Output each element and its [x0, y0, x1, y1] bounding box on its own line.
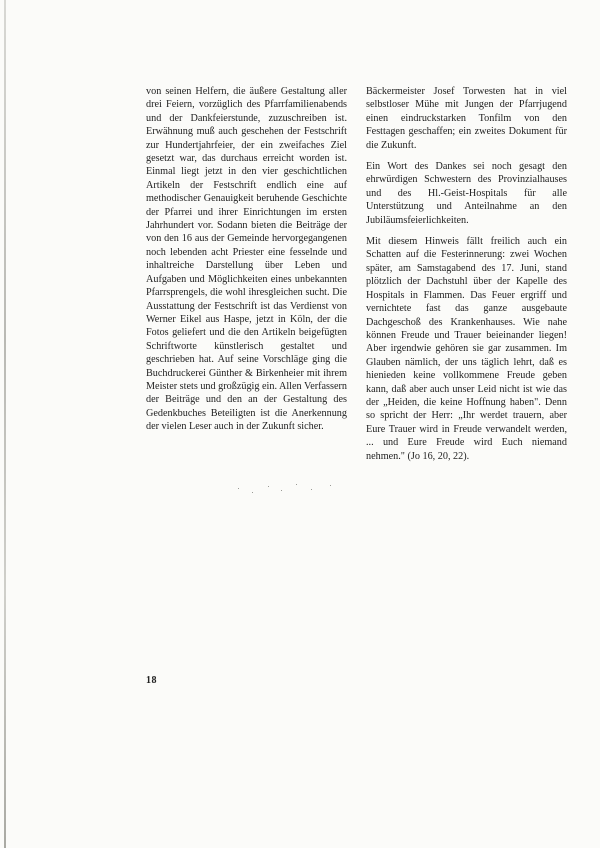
body-paragraph-thanks: Ein Wort des Dankes sei noch gesagt den ehrwürdigen Schwestern des Provinzialhauses und des Hl.-Geist-Hospitals für alle Unterstützung und Anteilnahme an den Jubiläumsfeierlichkeiten.	[366, 161, 567, 226]
scan-speck	[281, 490, 282, 491]
body-paragraph-film: Bäckermeister Josef Torwesten hat in viel selbstloser Mühe mit Jungen der Pfarrjugend einen eindruckstarken Tonfilm von den Festtagen geschaffen; ein zweites Dokument für die Zukunft.	[366, 86, 567, 151]
page-edge-shadow	[4, 0, 6, 848]
scan-speck	[330, 485, 331, 486]
page-number: 18	[146, 675, 157, 686]
left-text-column	[146, 85, 347, 434]
scan-speck	[238, 488, 239, 489]
scan-speck	[268, 486, 269, 487]
scan-speck	[252, 492, 253, 493]
scan-speck	[311, 489, 312, 490]
scan-speck	[296, 484, 297, 485]
body-paragraph: von seinen Helfern, die äußere Gestaltung aller drei Feiern, vorzüglich des Pfarrfamilienabends und der Dankfeierstunde, zuzuschreiben ist. Erwähnung muß auch geschehen der Festschrift zur Hundertjahrfeier, der ein zweifaches Ziel gesetzt war, das durchaus erreicht worden ist. Einmal liegt jetzt in den vier geschichtlichen Artikeln der Festschrift endlich eine auf methodischer Genauigkeit beruhende Geschichte der Pfarrei und ihrer Einrichtungen im ersten Jahrhundert vor. Sodann bieten die Beiträge der von den 16 aus der Gemeinde hervorgegangenen noch lebenden acht Priester eine fesselnde und inhaltreiche Darstellung über Leben und Aufgaben und Möglichkeiten eines unbekannten Pfarrsprengels, die wohl ihresgleichen sucht. Die Ausstattung der Festschrift ist das Verdienst von Werner Eikel aus Haspe, jetzt in Köln, der die Fotos geliefert und die den Artikeln beigefügten Schriftworte künstlerisch gestaltet und geschrieben hat. Auf seine Vorschläge ging die Buchdruckerei Günther & Birkenheier mit ihrem Meister stets und großzügig ein. Allen Verfassern der Beiträge und den an der Gestaltung des Gedenkbuches Beteiligten ist die Anerkennung der vielen Leser auch in der Zukunft sicher.	[146, 86, 347, 433]
right-text-column	[366, 85, 567, 463]
body-paragraph-fire: Mit diesem Hinweis fällt freilich auch ein Schatten auf die Festerinnerung: zwei Wochen später, am Samstagabend des 17. Juni, stand plötzlich der Dachstuhl über der Kapelle des Hospitals in Flammen. Das Feuer ergriff und vernichtete fast das ganze ausgebaute Dachgeschoß des Krankenhauses. Wie nahe können Freude und Trauer beieinander liegen! Aber irgendwie gehören sie gar zusammen. Im Glauben nämlich, der uns täglich lehrt, daß es hienieden keine vollkommene Freude geben kann, daß aber auch unser Leid nicht ist wie das der „Heiden, die keine Hoffnung haben". Denn so spricht der Herr: „Ihr werdet trauern, aber Eure Trauer wird in Freude verwandelt werden, ... und Eure Freude wird Euch niemand nehmen." (Jo 16, 20, 22).	[366, 236, 567, 462]
